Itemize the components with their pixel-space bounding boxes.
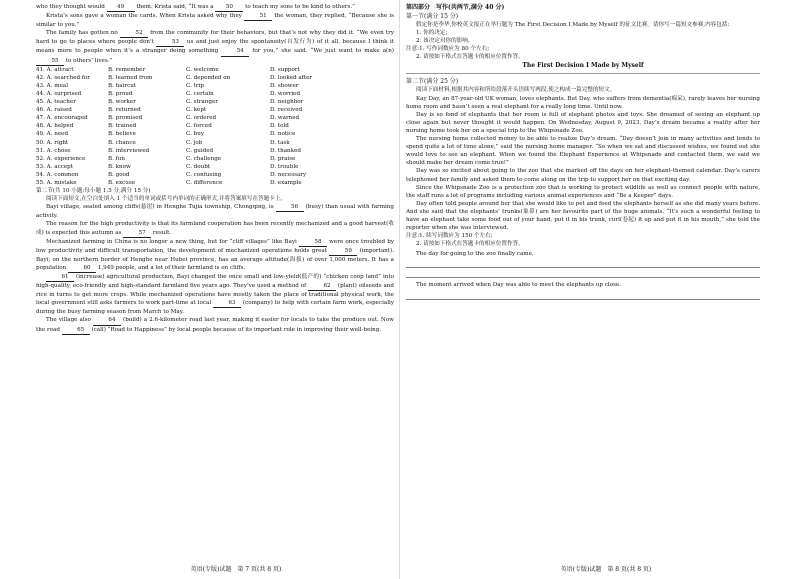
grammar-para-5: The village also 64 (build) a 2.6-kilometer road last year, making it easier for locals to take the produce out. Now the road 65 (call) “Road to Happiness” by local people because of its important role in improving their well-being. <box>36 316 394 334</box>
option-row <box>36 139 312 147</box>
section2-title: 第二节(共 10 小题;每小题 1.5 分,满分 15 分) <box>36 188 151 195</box>
option-cell: B. interviewed <box>108 147 150 154</box>
cloze-passage-end <box>36 3 394 66</box>
option-row <box>36 114 312 122</box>
option-cell: C. trip <box>186 82 204 89</box>
option-cell: B. haircut <box>108 82 137 89</box>
story-passage <box>406 95 760 233</box>
option-row <box>36 98 312 106</box>
option-cell: D. shower <box>270 82 299 89</box>
option-cell: 41. A. attract <box>36 66 74 73</box>
answer-blank: 60 <box>68 264 96 273</box>
answer-blank: 59 <box>329 247 357 256</box>
option-cell: D. told <box>270 123 289 130</box>
option-cell: C. ordered <box>186 115 217 122</box>
option-cell: 54. A. common <box>36 171 79 178</box>
option-cell: C. stranger <box>186 99 218 106</box>
page-footer: 英语(专版)试题 第 8 页(共 8 页) <box>560 566 652 573</box>
essay-title: The First Decision I Made by Myself <box>522 62 644 70</box>
section1-note-1: 注意:1. 写作词数应为 80 个左右; <box>406 46 490 53</box>
section2-note-1: 注意:1. 续写词数应为 150 个左右; <box>406 233 493 240</box>
option-cell: B. promised <box>108 115 143 122</box>
option-cell: D. notice <box>270 131 296 138</box>
option-row <box>36 147 312 155</box>
writing-line <box>406 258 760 268</box>
option-cell: C. doubt <box>186 163 211 170</box>
grammar-passage <box>36 203 394 334</box>
writing-line <box>406 290 760 300</box>
section2-instructions: 阅读下面材料,根据其内容和所给段落开头语续写两段,使之构成一篇完整的短文。 <box>416 87 616 94</box>
option-cell: C. guided <box>186 147 214 154</box>
section2-instructions: 阅读下面短文,在空白处填入 1 个适当的单词或括号内单词的正确形式,并将答案填写在答题卡上。 <box>46 196 287 203</box>
option-row <box>36 163 312 171</box>
option-cell: D. thanked <box>270 147 301 154</box>
answer-blank: 65 <box>62 326 90 335</box>
option-cell: D. worried <box>270 90 301 97</box>
option-cell: C. job <box>186 139 203 146</box>
story-para-1: Kay Day, an 87-year-old UK woman, loves elephants. But Day, who suffers from dementia(痴呆), rarely leaves her nursing home room and hasn’t seen a real elephant for a really long time. Until now. <box>406 95 760 110</box>
option-cell: B. proud <box>108 90 133 97</box>
option-cell: C. challenge <box>186 155 222 162</box>
option-cell: C. kept <box>186 107 207 114</box>
option-cell: B. returned <box>108 107 141 114</box>
exam-page-8 <box>400 0 800 579</box>
section1-title: 第一节(满分 15 分) <box>406 13 459 20</box>
answer-blank: 51 <box>244 12 272 21</box>
option-cell: D. necessary <box>270 171 307 178</box>
continuation-prompt-2: The moment arrived when Day was able to meet the elephants up close. <box>416 282 621 289</box>
option-cell: C. depended on <box>186 74 231 81</box>
option-cell: C. forced <box>186 123 212 130</box>
option-cell: D. received <box>270 107 303 114</box>
answer-blank: 50 <box>215 3 243 12</box>
answer-blank: 52 <box>120 29 148 38</box>
option-cell: D. praise <box>270 155 296 162</box>
option-row <box>36 155 312 163</box>
answer-blank: 49 <box>107 3 135 12</box>
answer-blank: 61 <box>46 273 74 282</box>
option-row <box>36 106 312 114</box>
answer-blank: 63 <box>213 299 241 308</box>
answer-blank: 62 <box>308 282 336 291</box>
section1-point-1: 1. 你的决定; <box>416 30 448 37</box>
cloze-options-table <box>36 66 312 187</box>
answer-blank: 55 <box>36 57 64 66</box>
passage-line-1: who they thought would 49 them. Krista said, “It was a 50 to teach my sons to be kind to others.” <box>36 3 394 12</box>
option-cell: D. support <box>270 66 300 73</box>
answer-line <box>406 73 760 74</box>
option-row <box>36 179 312 187</box>
section2-note-2: 2. 请按如下格式在答题卡的相应位置作答。 <box>416 241 524 248</box>
option-cell: B. learned from <box>108 74 153 81</box>
answer-blank: 53 <box>156 38 184 47</box>
option-cell: B. remember <box>108 66 146 73</box>
grammar-para-2: The reason for the high productivity is that its farmland cooperation has been recently mechanized and a good harvest(收成) is expected this autumn as 57 result. <box>36 220 394 237</box>
continuation-prompt-1: The day for going to the zoo finally came. <box>416 251 534 258</box>
option-cell: 47. A. encouraged <box>36 115 88 122</box>
passage-line-2: Krista’s sons gave a woman the cards. When Krista asked why they 51 the woman, they replied, “Because she is similar to you.” <box>36 13 394 29</box>
option-cell: B. fun <box>108 155 125 162</box>
section2-title: 第二节(满分 25 分) <box>406 78 459 86</box>
story-para-5: Since the Whipsnade Zoo is a protection zoo that is working to protect wildlife as well as connect people with nature, the staff runs a lot of programs including various animal experiences and “Be a Keeper” days. <box>406 184 760 199</box>
story-para-6: Day often told people around her that she would like to pet and feed the elephants herself as she did many years before. And she said that the elephants’ trunks(象鼻) are her favourite part of the huge animals. “It’s such a wonderful feeling to have an elephant take some food out of your hand, put it in his trunk, curl(卷起) it up and put it in his mouth,” she told the reporter when she was interviewed. <box>406 200 760 232</box>
section1-point-2: 2. 该决定对你的影响。 <box>416 38 474 45</box>
story-para-3: The nursing home collected money to be able to realize Day’s dream. “Day doesn’t join in many activities and tends to spend quite a lot of time alone,” said the nursing home manager. “So when we sat and discussed wishes, we found out she would love to see an elephant. When we found the Elephant Experience at Whipsnade and contacted them, we said we should make her dream come true!” <box>406 136 760 167</box>
answer-blank: 56 <box>276 203 304 212</box>
option-cell: D. trouble <box>270 163 299 170</box>
option-cell: 44. A. surprised <box>36 90 82 97</box>
option-cell: 45. A. teacher <box>36 99 76 106</box>
option-cell: B. excuse <box>108 179 136 186</box>
option-cell: 52. A. experience <box>36 155 86 162</box>
option-cell: D. warned <box>270 115 300 122</box>
option-cell: B. chance <box>108 139 136 146</box>
answer-blank: 54 <box>221 47 249 56</box>
option-cell: B. believe <box>108 131 136 138</box>
option-cell: C. confusing <box>186 171 222 178</box>
option-row <box>36 171 312 179</box>
answer-blank: 64 <box>93 316 121 325</box>
option-cell: B. know <box>108 163 131 170</box>
option-cell: C. certain <box>186 90 214 97</box>
option-cell: 46. A. raised <box>36 107 72 114</box>
option-cell: 50. A. right <box>36 139 69 146</box>
option-cell: B. good <box>108 171 130 178</box>
option-row <box>36 122 312 130</box>
grammar-para-3: Mechanized farming in China is no longer a new thing, but for “cliff villages” like Bayi 58 were once troubled by low productivity and difficult transportation, the development of mechanized operations holds great 59 (important). Bayi, on the northern border of Henghe near Hubei province, has an average altitude(海拔) of over 1,000 meters. It has a population 60 1,949 people, and a lot of their farmland is on cliffs. <box>36 238 394 273</box>
option-row <box>36 82 312 90</box>
option-cell: 43. A. meal <box>36 82 69 89</box>
option-row <box>36 74 312 82</box>
option-cell: D. task <box>270 139 290 146</box>
option-cell: 42. A. searched for <box>36 74 90 81</box>
section1-instructions: 假定你是李华,你校英文报正在举行题为 The First Decision I Made by Myself 的征文比赛。请你写一篇短文参赛,内容包括: <box>416 22 730 28</box>
option-row <box>36 66 312 74</box>
option-row <box>36 90 312 98</box>
option-cell: D. neighbor <box>270 99 304 106</box>
option-cell: 55. A. mistake <box>36 179 77 186</box>
story-para-2: Day is so fond of elephants that her room is full of elephant photos and toys. She dreamed of seeing an elephant up close again but never thought it would happen. On Wednesday, August 9, 2023, Day’s dream became a reality after her nursing home took her on a special trip to the Whipsnade Zoo. <box>406 111 760 134</box>
option-cell: 49. A. need <box>36 131 69 138</box>
writing-line <box>406 268 760 278</box>
answer-blank: 57 <box>123 229 151 238</box>
option-cell: B. trained <box>108 123 137 130</box>
option-cell: 53. A. accept <box>36 163 74 170</box>
option-row <box>36 130 312 138</box>
section1-note-2: 2. 请按如下格式在答题卡的相应位置作答。 <box>416 54 524 61</box>
part4-title: 第四部分 写作(共两节,满分 40 分) <box>406 4 505 11</box>
option-cell: B. worker <box>108 99 136 106</box>
option-cell: D. looked after <box>270 74 313 81</box>
grammar-para-4: 61 (increase) agricultural production, Bayi changed the once small and low-yield(低产的) “chicken coop land” into high-quality, eco-friendly and high-standard farmland five years ago. They’ve used a method of 62 (plant) oilseeds and rice in turns to get more crops. While mechanized operations have mostly taken the place of traditional physical work, the local government still asks farmers to work part-time at local 63 (company) to help with certain farm work, especially during the busy farming season from March to May. <box>36 274 394 316</box>
grammar-para-1: Bayi village, seated among cliffs(悬崖) in Henghe Tujia township, Chongqing, is 56 (busy) than usual with farming activity. <box>36 204 394 220</box>
story-para-4: Day was so excited about going to the zoo that she marked off the days on her elephant-themed calendar. Day’s carers telephoned her family and asked them to come along on the trip to support her on that exciting day. <box>406 168 760 183</box>
option-cell: C. buy <box>186 131 204 138</box>
page-footer: 英语(专版)试题 第 7 页(共 8 页) <box>190 566 282 573</box>
option-cell: C. difference <box>186 179 223 186</box>
option-cell: 51. A. chose <box>36 147 71 154</box>
answer-blank: 58 <box>299 238 327 247</box>
passage-line-3: The family has gotten no 52 from the community for their behaviors, but that’s not why they did it. “We even try hard to go to places where people don’t 53 us and just enjoy the spontaneity(自发行为) of it all, because I think it means more to people when it’s a stranger doing something 54 for you,” she said. “We just want to make a(n) 55 to others’ lives.” <box>36 29 394 65</box>
option-cell: C. welcome <box>186 66 219 73</box>
option-cell: 48. A. helped <box>36 123 74 130</box>
option-cell: D. example <box>270 179 302 186</box>
